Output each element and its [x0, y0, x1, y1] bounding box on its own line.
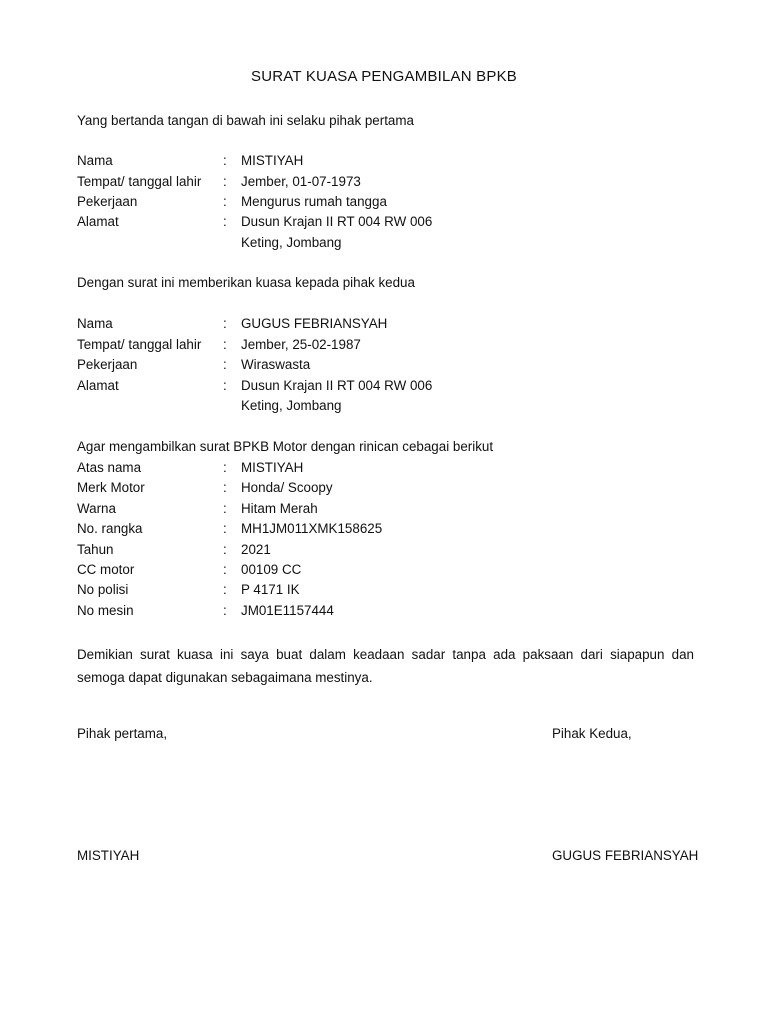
second-party-row-name [77, 314, 697, 334]
field-value: 00109 CC [241, 562, 302, 577]
intro-vehicle: Agar mengambilkan surat BPKB Motor dengan rinican cebagai berikut [77, 439, 494, 454]
field-value: GUGUS FEBRIANSYAH [241, 316, 388, 331]
vehicle-row-brand [77, 478, 697, 498]
field-value: MH1JM011XMK158625 [241, 521, 383, 536]
vehicle-row-color [77, 499, 697, 519]
field-label: Pekerjaan [77, 357, 138, 372]
field-colon: : [223, 562, 227, 577]
vehicle-row-owner [77, 458, 697, 478]
field-label: Pekerjaan [77, 194, 138, 209]
field-label: No. rangka [77, 521, 143, 536]
first-party-address-continuation: Keting, Jombang [241, 234, 342, 250]
field-colon: : [223, 153, 227, 168]
field-value: Dusun Krajan II RT 004 RW 006 [241, 377, 433, 393]
second-party-signature-label: Pihak Kedua, [552, 726, 632, 741]
vehicle-row-cc [77, 560, 697, 580]
field-label: No polisi [77, 582, 129, 597]
first-party-row-address [77, 212, 697, 232]
field-colon: : [223, 521, 227, 536]
field-colon: : [223, 500, 227, 516]
second-party-signature-name: GUGUS FEBRIANSYAH [552, 848, 699, 863]
field-colon: : [223, 541, 227, 557]
field-value: MISTIYAH [241, 153, 304, 168]
field-label: Alamat [77, 214, 119, 229]
second-party-row-address [77, 376, 697, 396]
field-value: Wiraswasta [241, 357, 311, 372]
field-label: Tempat/ tanggal lahir [77, 173, 202, 189]
vehicle-row-plate [77, 580, 697, 600]
field-colon: : [223, 194, 227, 209]
field-label: Tempat/ tanggal lahir [77, 336, 202, 352]
field-value: P 4171 IK [241, 582, 300, 597]
field-value: MISTIYAH [241, 459, 304, 475]
field-label: Merk Motor [77, 480, 145, 495]
field-value: 2021 [241, 541, 271, 557]
vehicle-row-year [77, 540, 697, 560]
field-label: CC motor [77, 562, 135, 577]
intro-second-party: Dengan surat ini memberikan kuasa kepada pihak kedua [77, 275, 415, 290]
field-value: Hitam Merah [241, 500, 318, 516]
field-label: Alamat [77, 377, 119, 393]
field-colon: : [223, 602, 227, 618]
second-party-address-continuation: Keting, Jombang [241, 398, 342, 413]
field-label: Nama [77, 316, 113, 331]
first-party-signature-label: Pihak pertama, [77, 726, 168, 741]
field-colon: : [223, 336, 227, 352]
closing-paragraph: Demikian surat kuasa ini saya buat dalam keadaan sadar tanpa ada paksaan dari siapapun dan semoga dapat digunakan sebagaimana mestinya. [77, 647, 694, 685]
second-party-row-birth [77, 335, 697, 355]
field-value: Mengurus rumah tangga [241, 194, 387, 209]
field-value: Dusun Krajan II RT 004 RW 006 [241, 214, 433, 229]
field-value: Jember, 01-07-1973 [241, 173, 361, 189]
field-colon: : [223, 480, 227, 495]
first-party-signature-name: MISTIYAH [77, 848, 140, 863]
first-party-row-name [77, 151, 697, 171]
field-colon: : [223, 459, 227, 475]
field-value: Jember, 25-02-1987 [241, 336, 361, 352]
second-party-row-occupation [77, 355, 697, 375]
field-label: No mesin [77, 602, 134, 618]
field-value: JM01E1157444 [241, 602, 334, 618]
field-value: Honda/ Scoopy [241, 480, 333, 495]
field-label: Atas nama [77, 459, 142, 475]
field-colon: : [223, 173, 227, 189]
first-party-row-birth [77, 172, 697, 192]
vehicle-row-engine-number [77, 601, 697, 621]
field-label: Nama [77, 153, 113, 168]
field-label: Tahun [77, 541, 114, 557]
field-colon: : [223, 377, 227, 393]
intro-first-party: Yang bertanda tangan di bawah ini selaku pihak pertama [77, 113, 414, 128]
field-label: Warna [77, 500, 116, 516]
vehicle-row-frame-number [77, 519, 697, 539]
field-colon: : [223, 214, 227, 229]
field-colon: : [223, 357, 227, 372]
document-title: SURAT KUASA PENGAMBILAN BPKB [251, 68, 517, 85]
field-colon: : [223, 316, 227, 331]
field-colon: : [223, 582, 227, 597]
first-party-row-occupation [77, 192, 697, 212]
